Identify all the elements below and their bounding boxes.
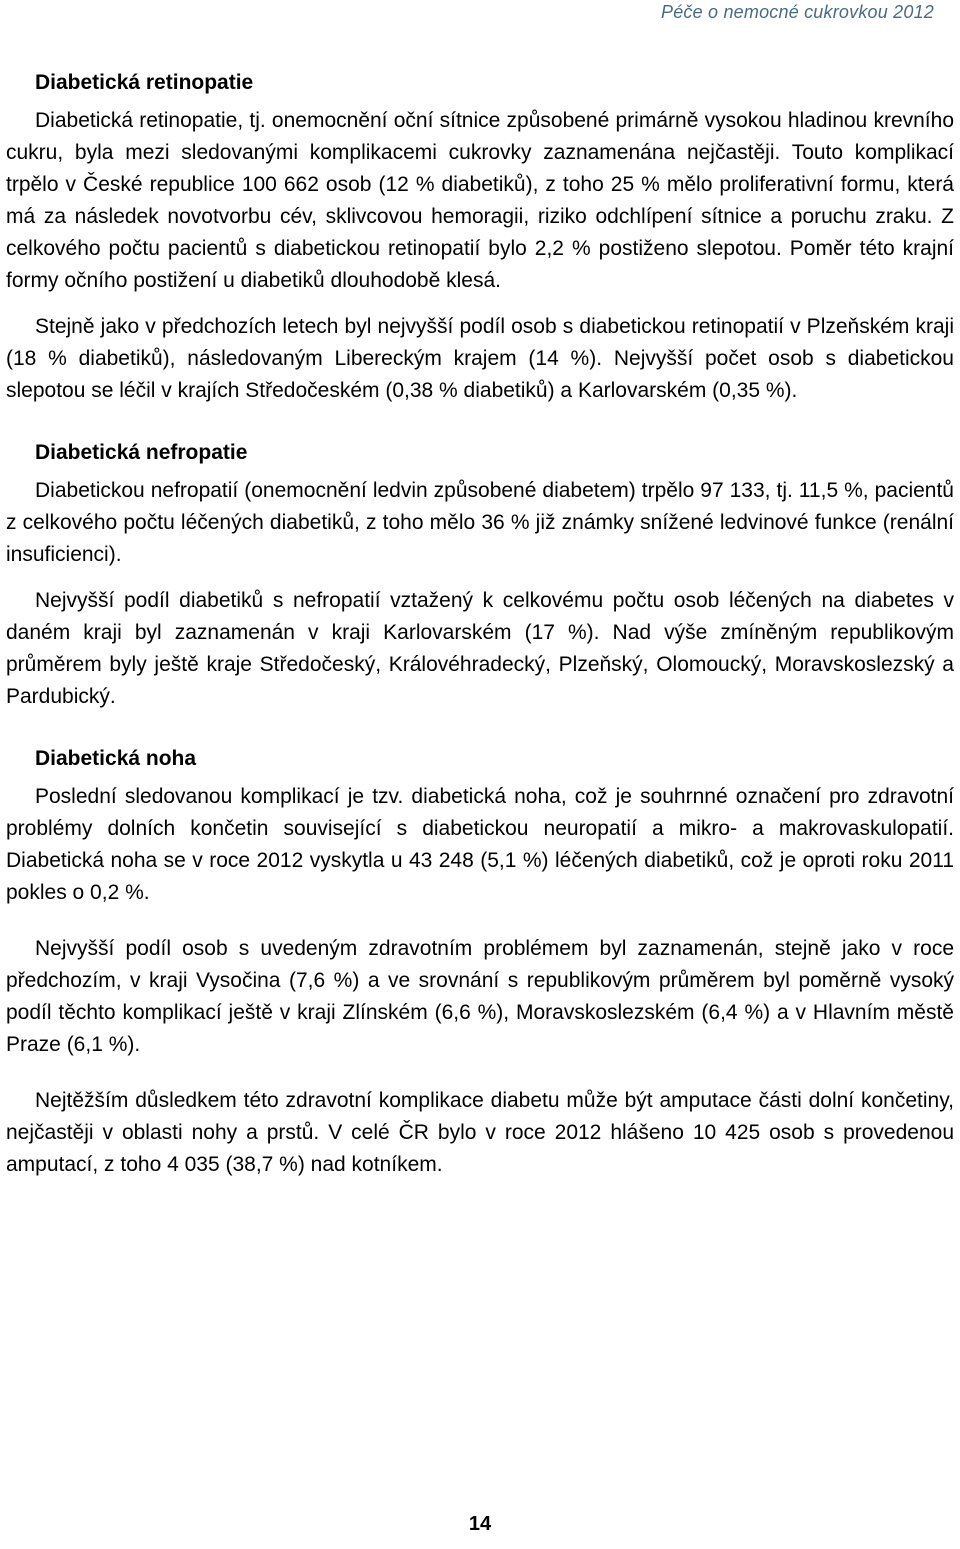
- paragraph: Stejně jako v předchozích letech byl nejvyšší podíl osob s diabetickou retinopatií v Plzeňském kraji (18 % diabetiků), následovaným Libereckým krajem (14 %). Nejvyšší počet osob s diabetickou slepotou se léčil v krajích Středočeském (0,38 % diabetiků) a Karlovarském (0,35 %).: [6, 315, 954, 402]
- document-body: [6, 67, 954, 1181]
- running-header: Péče o nemocné cukrovkou 2012: [661, 2, 934, 22]
- paragraph: Diabetická retinopatie, tj. onemocnění oční sítnice způsobené primárně vysokou hladinou krevního cukru, byla mezi sledovanými komplikacemi cukrovky zaznamenána nejčastěji. Touto komplikací trpělo v České republice 100 662 osob (12 % diabetiků), z toho 25 % mělo proliferativní formu, která má za následek novotvorbu cév, sklivcovou hemoragii, riziko odchlípení sítnice a poruchu zraku. Z celkového počtu pacientů s diabetickou retinopatií bylo 2,2 % postiženo slepotou. Poměr této krajní formy očního postižení u diabetiků dlouhodobě klesá.: [6, 109, 954, 292]
- section-noha: [6, 743, 954, 1181]
- paragraph: Nejtěžším důsledkem této zdravotní komplikace diabetu může být amputace části dolní končetiny, nejčastěji v oblasti nohy a prstů. V celé ČR bylo v roce 2012 hlášeno 10 425 osob s provedenou amputací, z toho 4 035 (38,7 %) nad kotníkem.: [6, 1089, 954, 1176]
- paragraph: Nejvyšší podíl diabetiků s nefropatií vztažený k celkovému počtu osob léčených na diabetes v daném kraji byl zaznamenán v kraji Karlovarském (17 %). Nad výše zmíněným republikovým průměrem byly ještě kraje Středočeský, Královéhradecký, Plzeňský, Olomoucký, Moravskoslezský a Pardubický.: [6, 589, 954, 708]
- section-retinopatie: [6, 67, 954, 407]
- paragraph: Diabetickou nefropatií (onemocnění ledvin způsobené diabetem) trpělo 97 133, tj. 11,5 %, pacientů z celkového počtu léčených diabetiků, z toho mělo 36 % již známky snížené ledvinové funkce (renální insuficienci).: [6, 479, 954, 566]
- section-heading: Diabetická nefropatie: [35, 441, 248, 464]
- page-number: 14: [468, 1513, 492, 1535]
- paragraph: Nejvyšší podíl osob s uvedeným zdravotním problémem byl zaznamenán, stejně jako v roce předchozím, v kraji Vysočina (7,6 %) a ve srovnání s republikovým průměrem byl poměrně vysoký podíl těchto komplikací ještě v kraji Zlínském (6,6 %), Moravskoslezském (6,4 %) a v Hlavním městě Praze (6,1 %).: [6, 937, 954, 1056]
- paragraph: Poslední sledovanou komplikací je tzv. diabetická noha, což je souhrnné označení pro zdravotní problémy dolních končetin související s diabetickou neuropatií a mikro- a makrovaskulopatií. Diabetická noha se v roce 2012 vyskytla u 43 248 (5,1 %) léčených diabetiků, což je oproti roku 2011 pokles o 0,2 %.: [6, 785, 954, 904]
- section-heading: Diabetická noha: [35, 747, 197, 770]
- section-heading: Diabetická retinopatie: [35, 71, 254, 94]
- section-nefropatie: [6, 437, 954, 713]
